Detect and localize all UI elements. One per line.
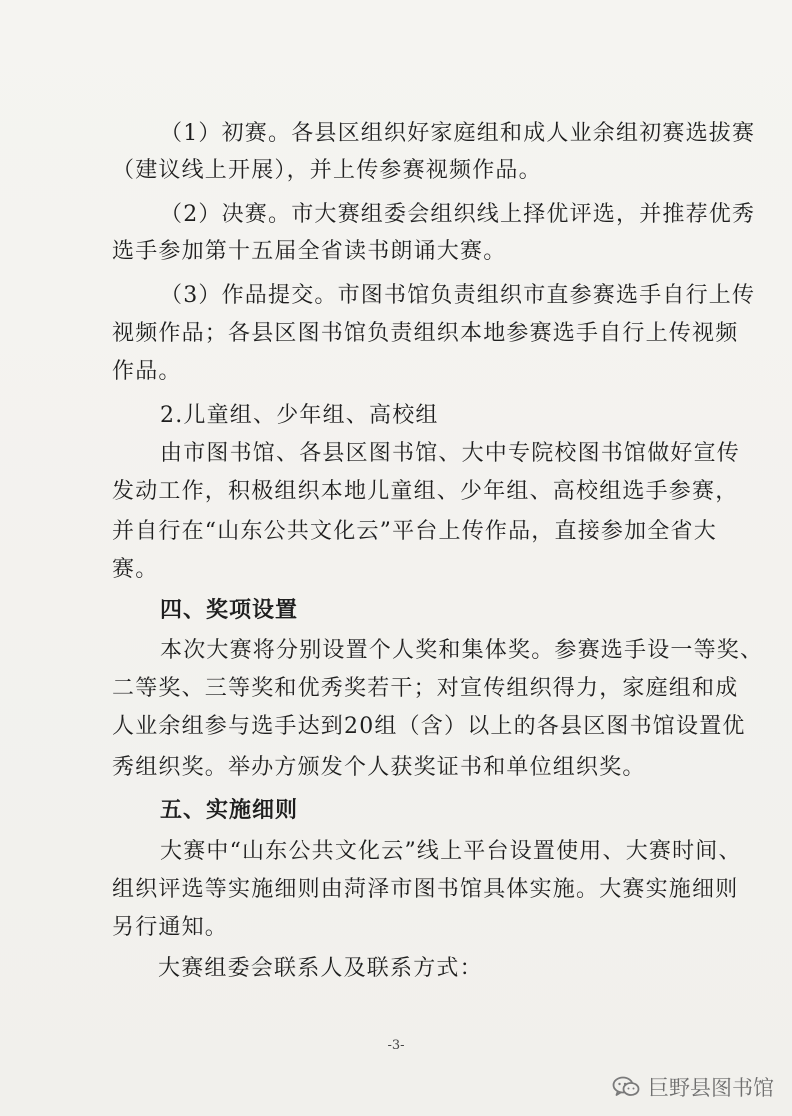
paragraph-line: 视频作品；各县区图书馆负责组织本地参赛选手自行上传视频 — [112, 321, 739, 346]
section-subheading: 2.儿童组、少年组、高校组 — [160, 403, 439, 428]
paragraph-line: 二等奖、三等奖和优秀奖若干；对宣传组织得力，家庭组和成 — [112, 676, 739, 701]
paragraph-line: 组织评选等实施细则由菏泽市图书馆具体实施。大赛实施细则 — [112, 877, 739, 902]
paragraph-line: 选手参加第十五届全省读书朗诵大赛。 — [112, 239, 507, 264]
paragraph-line: 赛。 — [112, 557, 159, 582]
paragraph-line: （2）决赛。市大赛组委会组织线上择优评选，并推荐优秀 — [160, 202, 756, 227]
paragraph-line: 大赛组委会联系人及联系方式： — [158, 956, 483, 981]
paragraph-line: （3）作品提交。市图书馆负责组织市直参赛选手自行上传 — [160, 283, 756, 308]
watermark-text: 巨野县图书馆 — [648, 1076, 774, 1100]
paragraph-line: 大赛中“山东公共文化云”线上平台设置使用、大赛时间、 — [160, 839, 742, 864]
paragraph-line: 人业余组参与选手达到20组（含）以上的各县区图书馆设置优 — [112, 714, 746, 739]
paragraph-line: 另行通知。 — [112, 915, 229, 940]
paragraph-line: 发动工作，积极组织本地儿童组、少年组、高校组选手参赛， — [112, 479, 739, 504]
paragraph-line: 并自行在“山东公共文化云”平台上传作品，直接参加全省大 — [112, 519, 717, 544]
paragraph-line: 由市图书馆、各县区图书馆、大中专院校图书馆做好宣传 — [160, 441, 741, 466]
paragraph-line: 本次大赛将分别设置个人奖和集体奖。参赛选手设一等奖、 — [160, 638, 764, 663]
paragraph-line: 作品。 — [112, 359, 182, 384]
section-heading-awards: 四、奖项设置 — [160, 598, 299, 623]
paragraph-line: 秀组织奖。举办方颁发个人获奖证书和单位组织奖。 — [112, 755, 646, 780]
wechat-icon — [612, 1075, 640, 1099]
page-number: -3- — [387, 1038, 405, 1053]
paragraph-line: （1）初赛。各县区组织好家庭组和成人业余组初赛选拔赛 — [160, 121, 756, 146]
paragraph-line: （建议线上开展），并上传参赛视频作品。 — [112, 158, 542, 183]
watermark — [612, 1072, 774, 1102]
section-heading-rules: 五、实施细则 — [160, 798, 299, 823]
